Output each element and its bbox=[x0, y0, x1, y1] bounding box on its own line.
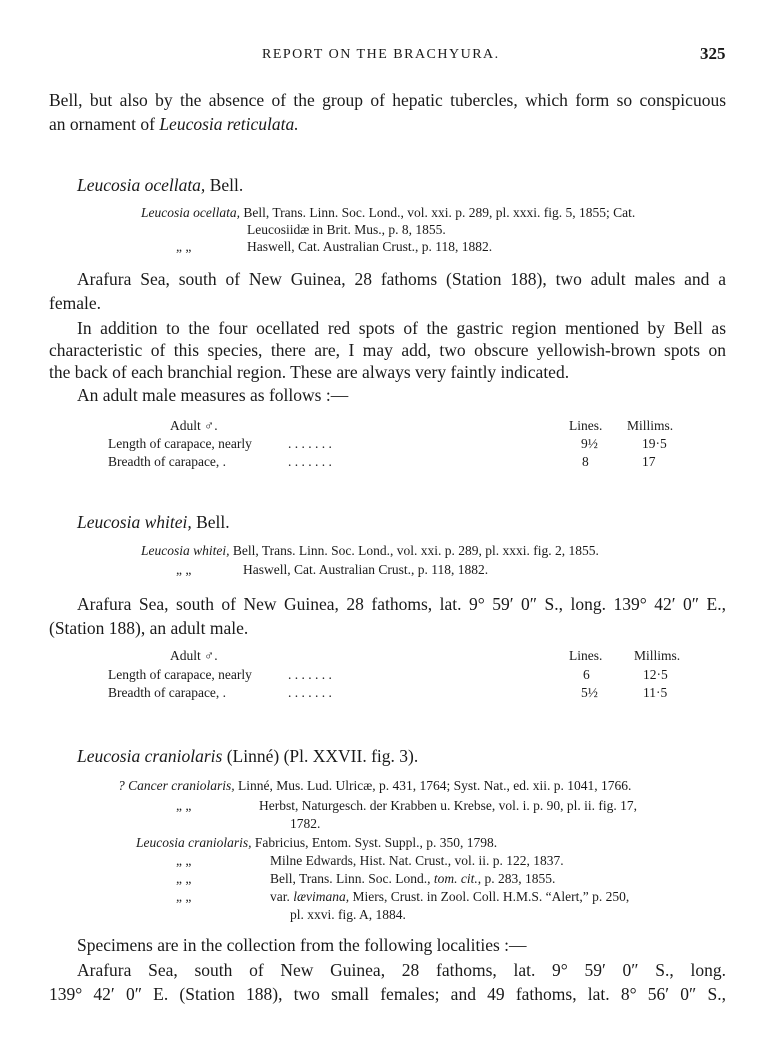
synonym-whitei-2: Haswell, Cat. Australian Crust., p. 118, 1882. bbox=[243, 562, 489, 577]
table-col-millims: Millims. bbox=[634, 648, 681, 663]
ditto-marks: „ „ bbox=[176, 798, 192, 813]
synonym-ocellata-1-cont: Leucosiidæ in Brit. Mus., p. 8, 1855. bbox=[247, 222, 446, 237]
table-row-leader-dots: . . . . . . . bbox=[288, 454, 332, 469]
ditto-marks: „ „ bbox=[176, 562, 192, 577]
table-cell-millims: 12·5 bbox=[643, 667, 668, 682]
synonym-craniolaris-2-cont: 1782. bbox=[290, 816, 321, 831]
synonym-craniolaris-2: Herbst, Naturgesch. der Krabben u. Krebse, vol. i. p. 90, pl. ii. fig. 17, bbox=[259, 798, 638, 813]
synonym-ocellata-2: Haswell, Cat. Australian Crust., p. 118, 1882. bbox=[247, 239, 493, 254]
table-cell-millims: 19·5 bbox=[642, 436, 667, 451]
table-cell-millims: 11·5 bbox=[643, 685, 668, 700]
table-col-millims: Millims. bbox=[627, 418, 674, 433]
page-number: 325 bbox=[700, 44, 726, 63]
species-heading-ocellata: Leucosia ocellata, Bell. bbox=[77, 175, 244, 195]
table-row-label: Breadth of carapace, . bbox=[108, 454, 227, 469]
measures-intro: An adult male measures as follows :— bbox=[77, 385, 349, 405]
locality-ocellata-line-1: Arafura Sea, south of New Guinea, 28 fathoms (Station 188), two adult males and a bbox=[77, 269, 726, 289]
ditto-marks: „ „ bbox=[176, 889, 192, 904]
ditto-marks: „ „ bbox=[176, 871, 192, 886]
table-col-lines: Lines. bbox=[569, 418, 603, 433]
species-heading-whitei: Leucosia whitei, Bell. bbox=[77, 512, 230, 532]
table-row-label: Breadth of carapace, . bbox=[108, 685, 227, 700]
locality-craniolaris-line-1: Arafura Sea, south of New Guinea, 28 fathoms, lat. 9° 59′ 0″ S., long. bbox=[77, 960, 726, 980]
paragraph-line-1: In addition to the four ocellated red spots of the gastric region mentioned by Bell as bbox=[77, 318, 726, 338]
table-cell-lines: 5½ bbox=[581, 685, 598, 700]
table-cell-millims: 17 bbox=[642, 454, 656, 469]
table-row-leader-dots: . . . . . . . bbox=[288, 436, 332, 451]
locality-whitei-line-2: (Station 188), an adult male. bbox=[49, 618, 249, 638]
locality-whitei-line-1: Arafura Sea, south of New Guinea, 28 fathoms, lat. 9° 59′ 0″ S., long. 139° 42′ 0″ E., bbox=[77, 594, 726, 614]
table-row-leader-dots: . . . . . . . bbox=[288, 685, 332, 700]
synonym-craniolaris-6-cont: pl. xxvi. fig. A, 1884. bbox=[290, 907, 406, 922]
intro-line-2: an ornament of Leucosia reticulata. bbox=[49, 114, 299, 134]
synonym-craniolaris-6: var. lævimana, Miers, Crust. in Zool. Coll. H.M.S. “Alert,” p. 250, bbox=[270, 889, 630, 904]
table-row-label: Length of carapace, nearly bbox=[108, 436, 252, 451]
locality-ocellata-line-2: female. bbox=[49, 293, 101, 313]
table-col-lines: Lines. bbox=[569, 648, 603, 663]
table-cell-lines: 6 bbox=[583, 667, 590, 682]
synonym-craniolaris-3: Leucosia craniolaris, Fabricius, Entom. Syst. Suppl., p. 350, 1798. bbox=[136, 835, 498, 850]
synonym-whitei-1: Leucosia whitei, Bell, Trans. Linn. Soc. Lond., vol. xxi. p. 289, pl. xxxi. fig. 2, 1855. bbox=[141, 543, 599, 558]
running-header: REPORT ON THE BRACHYURA. bbox=[262, 47, 500, 62]
ditto-marks: „ „ bbox=[176, 239, 192, 254]
intro-line-1: Bell, but also by the absence of the group of hepatic tubercles, which form so conspicuous bbox=[49, 90, 726, 110]
paragraph-line-2: characteristic of this species, there are, I may add, two obscure yellowish-brown spots on bbox=[49, 340, 726, 360]
synonym-craniolaris-1: ? Cancer craniolaris, Linné, Mus. Lud. Ulricæ, p. 431, 1764; Syst. Nat., ed. xii. p. 1041, 1766. bbox=[118, 778, 632, 793]
table-cell-lines: 8 bbox=[582, 454, 589, 469]
table-row-label: Length of carapace, nearly bbox=[108, 667, 252, 682]
table-col-adult: Adult ♂. bbox=[170, 648, 218, 663]
table-col-adult: Adult ♂. bbox=[170, 418, 218, 433]
species-heading-craniolaris: Leucosia craniolaris (Linné) (Pl. XXVII. fig. 3). bbox=[77, 746, 419, 766]
locality-craniolaris-line-2: 139° 42′ 0″ E. (Station 188), two small females; and 49 fathoms, lat. 8° 56′ 0″ S., bbox=[49, 984, 726, 1004]
table-cell-lines: 9½ bbox=[581, 436, 598, 451]
synonym-craniolaris-5: Bell, Trans. Linn. Soc. Lond., tom. cit., p. 283, 1855. bbox=[270, 871, 556, 886]
ditto-marks: „ „ bbox=[176, 853, 192, 868]
table-row-leader-dots: . . . . . . . bbox=[288, 667, 332, 682]
synonym-ocellata-1: Leucosia ocellata, Bell, Trans. Linn. Soc. Lond., vol. xxi. p. 289, pl. xxxi. fig. 5, 1855; Cat. bbox=[141, 205, 636, 220]
localities-intro: Specimens are in the collection from the following localities :— bbox=[77, 935, 527, 955]
paragraph-line-3: the back of each branchial region. These are always very faintly indicated. bbox=[49, 362, 570, 382]
synonym-craniolaris-4: Milne Edwards, Hist. Nat. Crust., vol. ii. p. 122, 1837. bbox=[270, 853, 564, 868]
